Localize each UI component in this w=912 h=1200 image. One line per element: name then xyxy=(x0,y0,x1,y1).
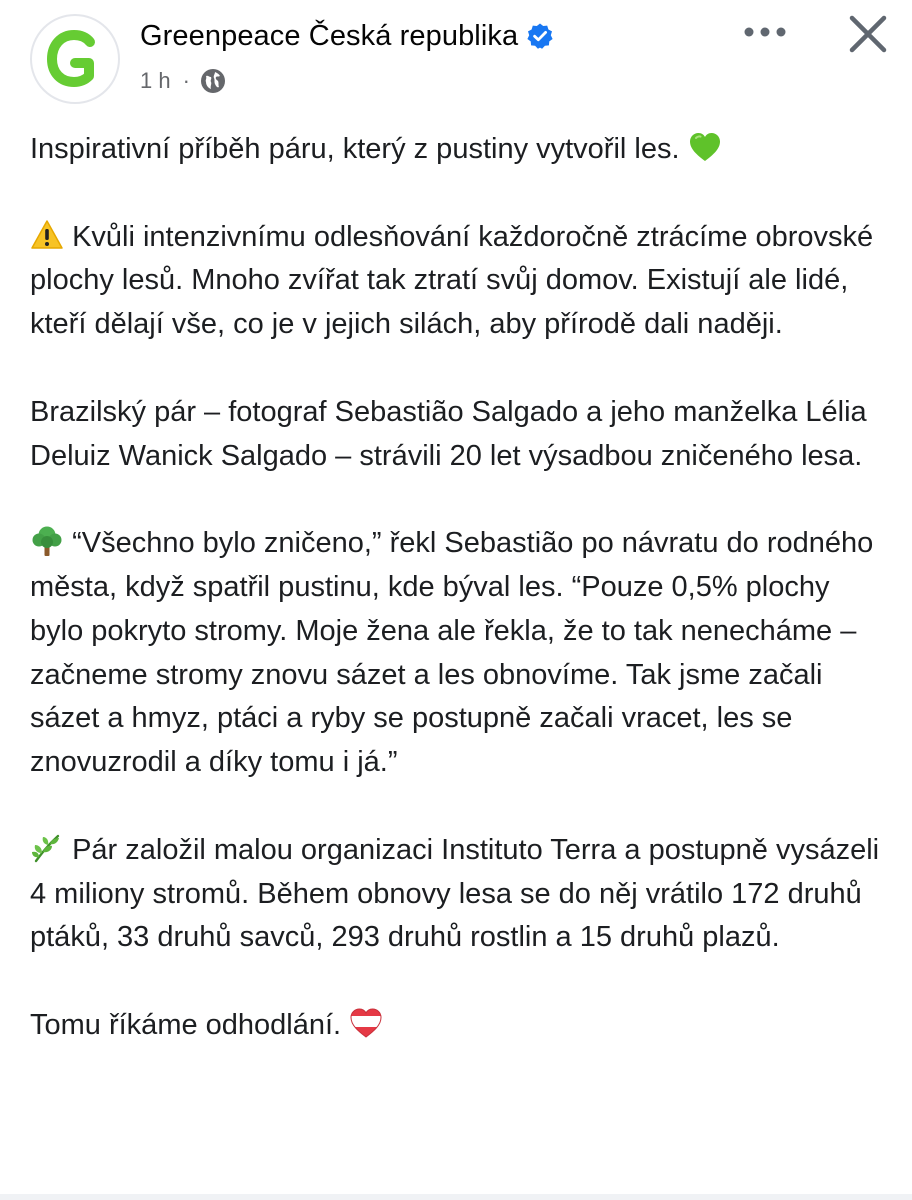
paragraph-quote xyxy=(30,522,890,785)
paragraph-quote-text: “Všechno bylo zničeno,” řekl Sebastião po návratu do rodného města, když spatřil pustinu, kde býval les. “Pouze 0,5% plochy bylo pokryto stromy. Moje žena ale řekla, že to tak nenecháme – začneme stromy znovu sázet a les obnovíme. Tak jsme začali sázet a hmyz, ptáci a ryby se postupně začali vracet, les se znovuzrodil a díky tomu i já.” xyxy=(30,527,874,779)
greenpeace-g-logo-icon xyxy=(32,16,118,102)
verified-badge-icon xyxy=(526,22,554,50)
post-time[interactable]: 1 h xyxy=(140,68,171,93)
post-text xyxy=(30,128,890,1092)
close-button[interactable] xyxy=(840,6,896,62)
paragraph-intro xyxy=(30,128,890,172)
paragraph-warning xyxy=(30,216,890,347)
herb-icon xyxy=(30,831,64,865)
tree-icon xyxy=(30,524,64,558)
warning-icon xyxy=(30,218,64,252)
page-name[interactable]: Greenpeace Česká republika xyxy=(140,19,519,52)
more-dots-icon xyxy=(743,26,787,38)
more-options-button[interactable] xyxy=(740,14,790,50)
globe-icon xyxy=(200,68,226,94)
meta-separator: · xyxy=(182,68,190,93)
post-divider xyxy=(0,1194,912,1200)
close-icon xyxy=(848,14,888,54)
post-meta xyxy=(140,64,226,98)
paragraph-warning-text: Kvůli intenzivnímu odlesňování každoročně ztrácíme obrovské plochy lesů. Mnoho zvířat tak ztratí svůj domov. Existují ale lidé, kteří dělají vše, co je v jejich silách, aby přírodě dali naději. xyxy=(30,220,874,341)
post-header xyxy=(0,0,912,120)
avatar[interactable] xyxy=(30,14,120,104)
paragraph-intro-text: Inspirativní příběh páru, který z pustiny vytvořil les. xyxy=(30,133,680,165)
paragraph-closing xyxy=(30,1004,890,1048)
paragraph-organization xyxy=(30,829,890,960)
paragraph-couple-text: Brazilský pár – fotograf Sebastião Salgado a jeho manželka Lélia Deluiz Wanick Salgado – strávili 20 let výsadbou zničeného lesa. xyxy=(30,395,867,472)
paragraph-couple xyxy=(30,391,890,479)
red-white-heart-icon xyxy=(349,1006,383,1040)
page-name-row xyxy=(140,16,554,56)
green-heart-icon xyxy=(688,130,722,164)
paragraph-closing-text: Tomu říkáme odhodlání. xyxy=(30,1008,342,1041)
paragraph-organization-text: Pár založil malou organizaci Instituto Terra a postupně vysázeli 4 miliony stromů. Během obnovy lesa se do něj vrátilo 172 druhů ptáků, 33 druhů savců, 293 druhů rostlin a 15 druhů plazů. xyxy=(30,833,880,954)
